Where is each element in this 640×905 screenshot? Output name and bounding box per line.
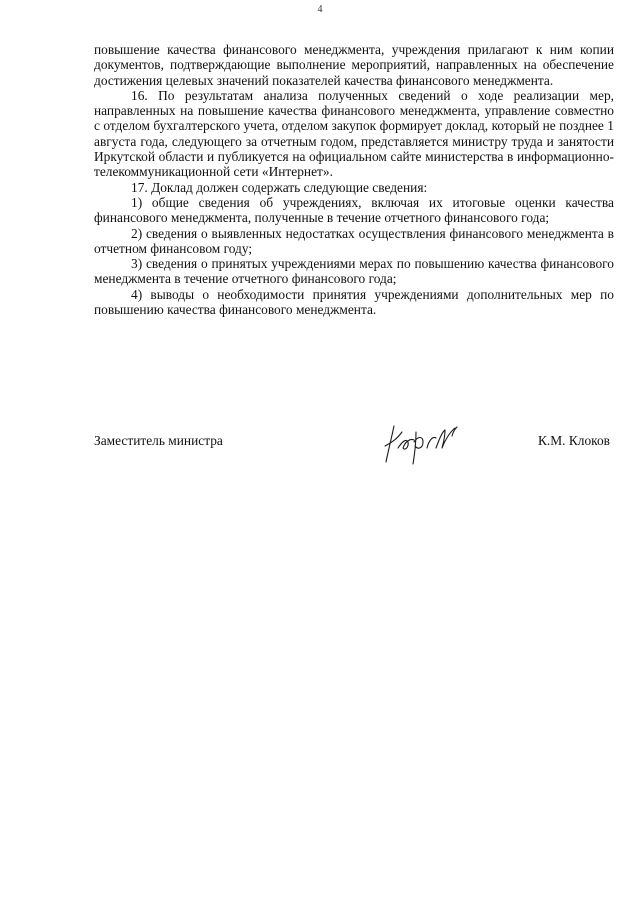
paragraph-16: 16. По результатам анализа полученных сведений о ходе реализации мер, направленных на повышение качества финансового менеджмента, управление совместно с отделом бухгалтерского учета, отделом закупок формирует доклад, который не позднее 1 августа года, следующего за отчетным годом, представляется министру труда и занятости Иркутской области и публикуется на официальном сайте министерства в информационно-телекоммуникационной сети «Интернет». (94, 87, 614, 180)
paragraph-continuation: повышение качества финансового менеджмента, учреждения прилагают к ним копии документов, подтверждающие выполнение мероприятий, направленных на обеспечение достижения целевых значений показателей качества финансового менеджмента. (94, 42, 614, 88)
page-number: 4 (317, 4, 323, 15)
list-item-2: 2) сведения о выявленных недостатках осуществления финансового менеджмента в отчетном финансовом году; (94, 225, 614, 256)
paragraph-17: 17. Доклад должен содержать следующие сведения: (131, 179, 428, 195)
handwritten-signature (372, 418, 472, 468)
signature-block (94, 430, 610, 470)
signatory-name: К.М. Клоков (537, 433, 610, 448)
list-item-1: 1) общие сведения об учреждениях, включая их итоговые оценки качества финансового менеджмента, полученные в течение отчетного финансового года; (94, 194, 614, 226)
signatory-title: Заместитель министра (94, 433, 223, 448)
list-item-3: 3) сведения о принятых учреждениями мерах по повышению качества финансового менеджмента в течение отчетного финансового года; (94, 256, 614, 287)
document-body (94, 42, 614, 317)
list-item-4: 4) выводы о необходимости принятия учреждениями дополнительных мер по повышению качества финансового менеджмента. (94, 286, 614, 318)
